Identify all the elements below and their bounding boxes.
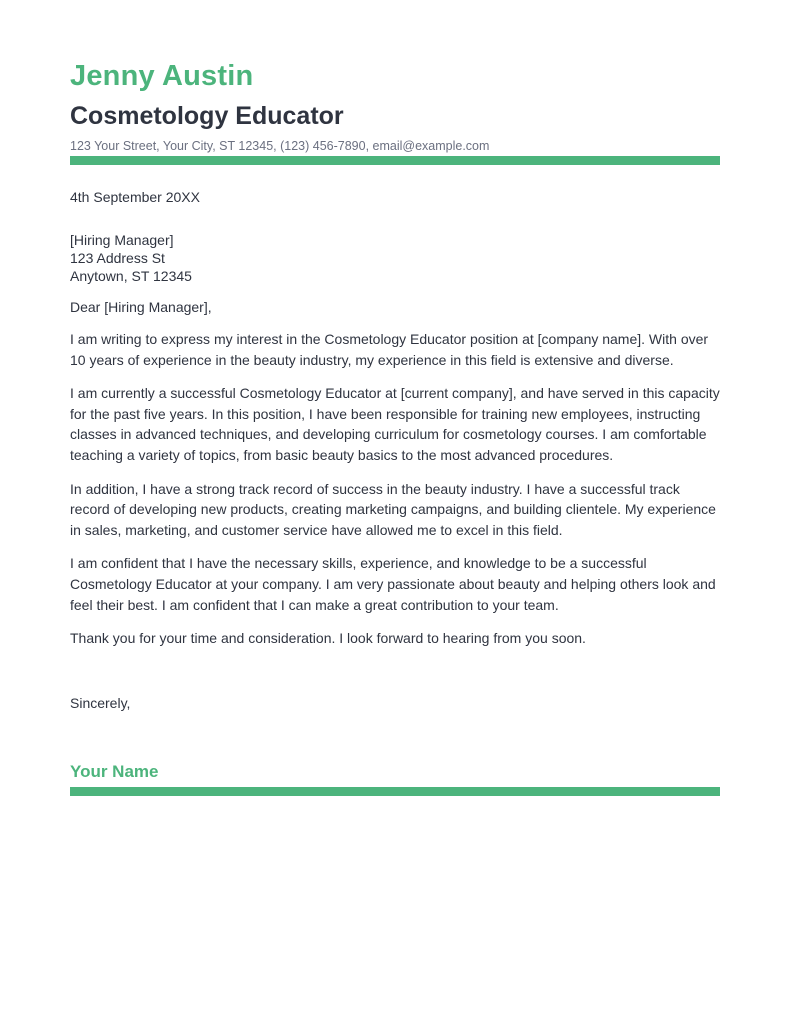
contact-info: 123 Your Street, Your City, ST 12345, (123) 456-7890, email@example.com: [70, 139, 490, 153]
closing: Sincerely,: [70, 694, 131, 711]
letter-date: 4th September 20XX: [70, 189, 200, 205]
cover-letter-page: [70, 58, 720, 796]
greeting: Dear [Hiring Manager],: [70, 299, 212, 315]
recipient-address-line2: Anytown, ST 12345: [70, 268, 192, 284]
body-paragraph: Thank you for your time and consideration. I look forward to hearing from you soon.: [70, 630, 586, 647]
footer-divider: [70, 787, 720, 796]
recipient-block: [70, 231, 720, 285]
applicant-name: Jenny Austin: [70, 60, 254, 92]
recipient-address-line1: 123 Address St: [70, 250, 165, 266]
job-title: Cosmetology Educator: [70, 102, 344, 130]
recipient-name: [Hiring Manager]: [70, 232, 174, 248]
body-paragraph: I am currently a successful Cosmetology Educator at [current company], and have served in this capacity for the past five years. In this position, I have been responsible for training new employees, instructing classes in advanced techniques, and developing curriculum for cosmetology courses. I am comfortable teaching a variety of topics, from basic beauty basics to the most advanced procedures.: [70, 385, 720, 463]
signature-name: Your Name: [70, 761, 159, 781]
header-divider: [70, 156, 720, 165]
body-paragraph: I am confident that I have the necessary skills, experience, and knowledge to be a successful Cosmetology Educator at your company. I am very passionate about beauty and helping others look and feel their best. I am confident that I can make a great contribution to your team.: [70, 555, 716, 613]
body-paragraph: In addition, I have a strong track record of success in the beauty industry. I have a successful track record of developing new products, creating marketing campaigns, and building clientele. My experience in sales, marketing, and customer service have allowed me to excel in this field.: [70, 480, 716, 538]
body-paragraph: I am writing to express my interest in the Cosmetology Educator position at [company name]. With over 10 years of experience in the beauty industry, my experience in this field is extensive and diverse.: [70, 331, 709, 368]
